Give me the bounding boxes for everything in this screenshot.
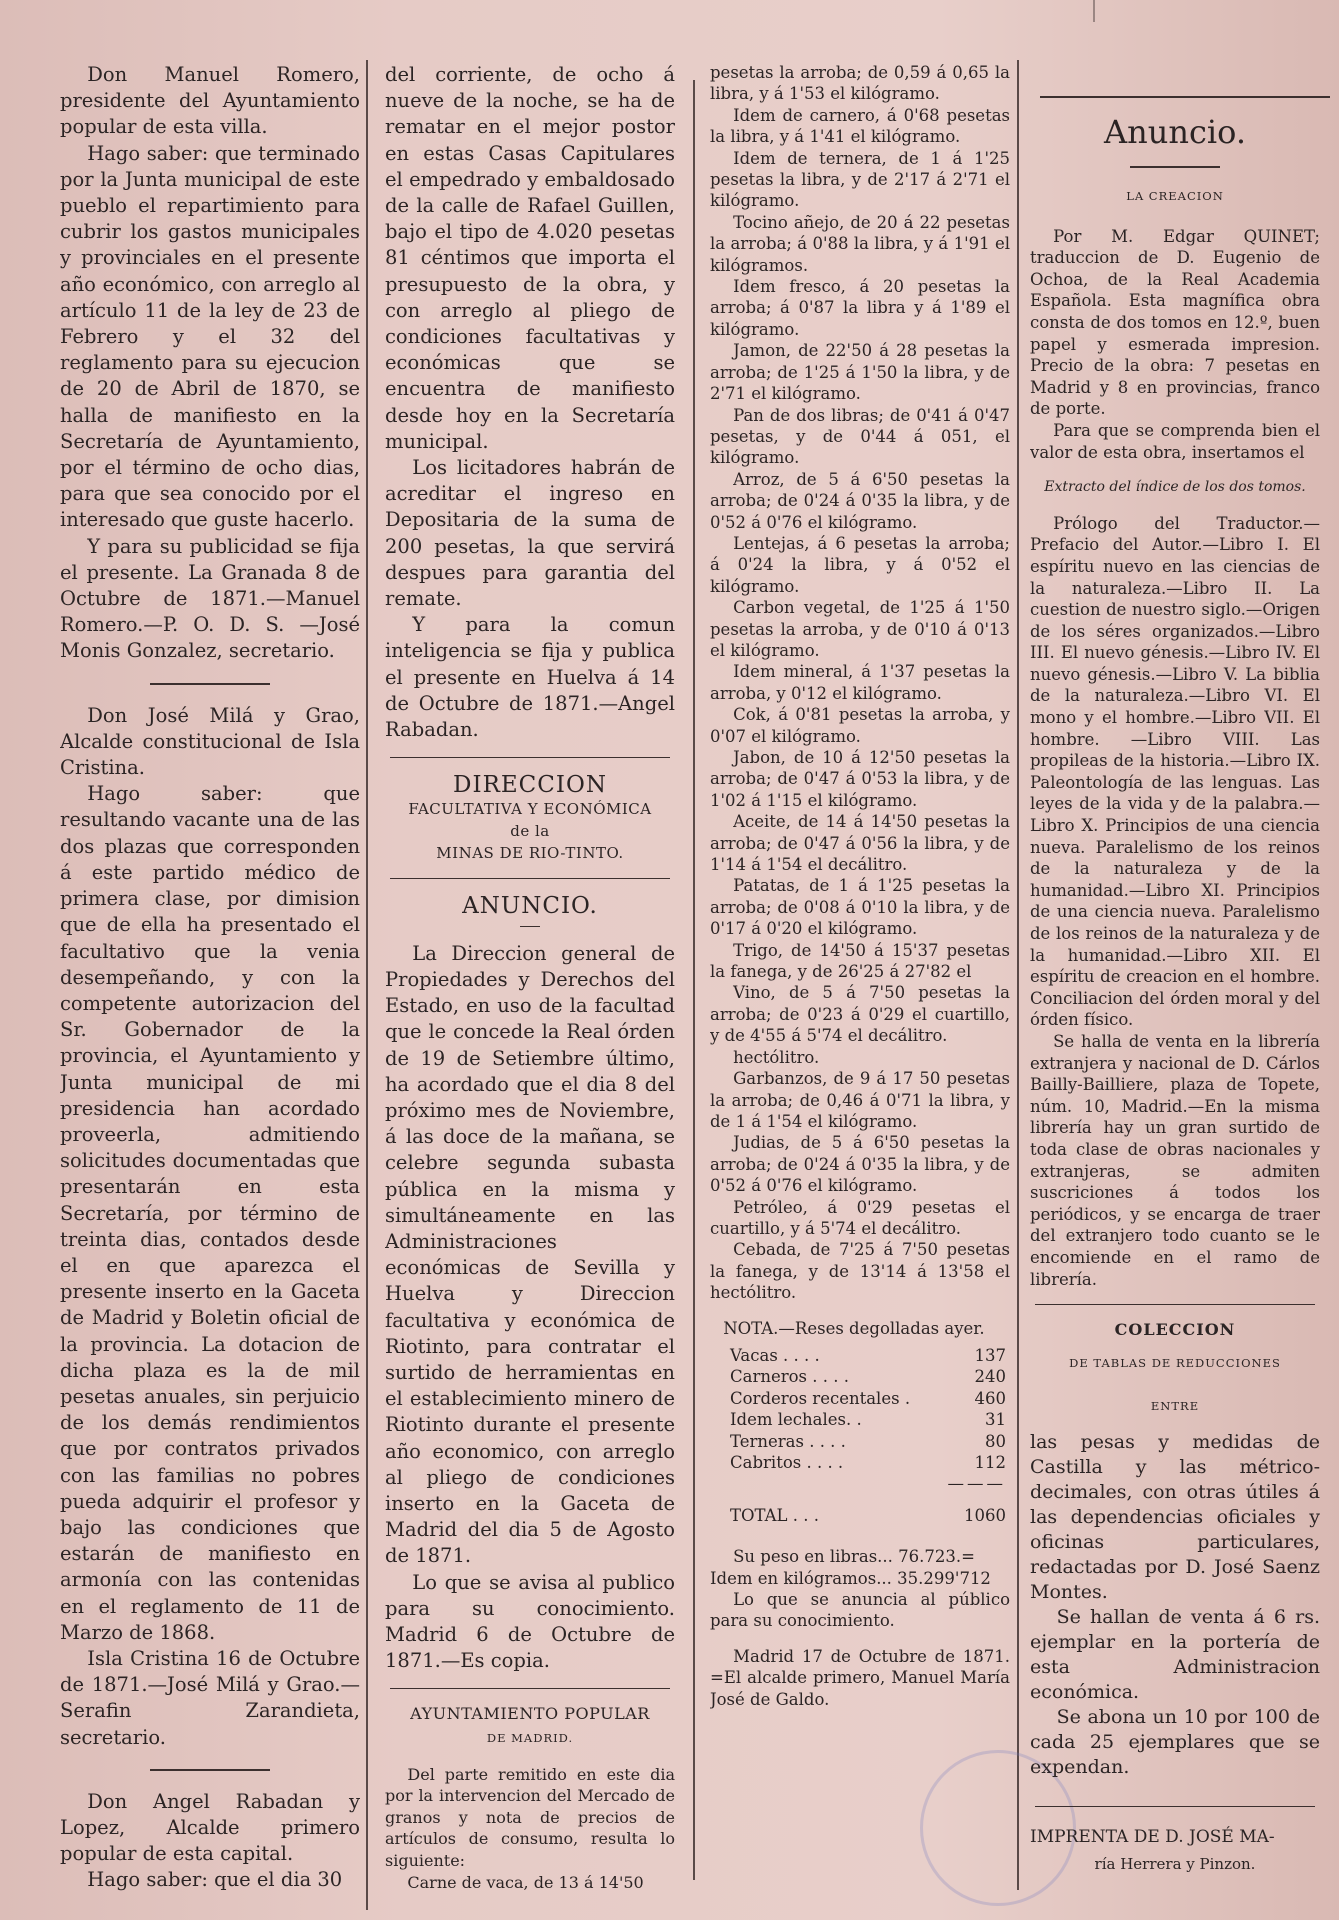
notice-rabadan-body: del corriente, de ocho á nueve de la noche, se ha de rematar en el mejor postor en estas Casas Capitulares el empedrado y embaldosado de la calle de Rafael Guillen, bajo el tipo de 4.020 pesetas 81 céntimos que importa el presupuesto de la obra, y con arreglo al pliego de condiciones facultativas y económicas que se encuentra de manifiesto desde hoy en la Secretaría municipal. xyxy=(385,63,675,453)
column-3 xyxy=(710,62,1010,1900)
tablas-heading: DE TABLAS DE REDUCCIONES xyxy=(1069,1355,1281,1370)
ayuntamiento-body: Del parte remitido en este dia por la intervencion del Mercado de granos y nota de precios de artículos de consumo, resulta lo siguiente: xyxy=(385,1764,675,1870)
price-item: Carbon vegetal, de 1'25 á 1'50 pesetas la arroba, y de 0'10 á 0'13 el kilógramo. xyxy=(710,598,1010,660)
table-row xyxy=(730,1345,1006,1366)
direccion-subheading: FACULTATIVA Y ECONÓMICA xyxy=(408,800,652,819)
price-item: Jamon, de 22'50 á 28 pesetas la arroba; de 1'25 á 1'50 la libra, y de 2'71 el kilógramo. xyxy=(710,341,1010,404)
notice-mila-signature: Isla Cristina 16 de Octubre de 1871.—José Milá y Grao.—Serafin Zarandieta, secretario. xyxy=(60,1646,360,1749)
price-item: Jabon, de 10 á 12'50 pesetas la arroba; de 0'47 á 0'53 la libra, y de 1'02 á 1'15 el kilógramo. xyxy=(710,748,1010,810)
tablas-discount: Se abona un 10 por 100 de cada 25 ejemplares que se expendan. xyxy=(1030,1705,1320,1778)
column-rule-3 xyxy=(1017,60,1019,1890)
table-row xyxy=(730,1452,1006,1473)
notice-rabadan-body-start: Hago saber: que el dia 30 xyxy=(87,1868,343,1892)
price-item: pesetas la arroba; de 0,59 á 0,65 la libra, y á 1'53 el kilógramo. xyxy=(710,63,1010,104)
column-rule-2 xyxy=(693,80,695,1880)
libreria-notice: Se halla de venta en la librería extranjera y nacional de D. Cárlos Bailly-Bailliere, plaza de Topete, núm. 10, Madrid.—En la misma librería hay un gran surtido de toda clase de obras nacionales y extranjeras, se admiten suscriciones á todos los periódicos, y se encarga de traer del extranjero todo cuanto se le encomiende en el ramo de librería. xyxy=(1030,1031,1320,1289)
anuncio-heading: ANUNCIO. xyxy=(462,893,598,920)
ayuntamiento-heading: AYUNTAMIENTO POPULAR xyxy=(410,1704,650,1724)
separator xyxy=(150,683,270,685)
notice-romero-body: Hago saber: que terminado por la Junta municipal de este pueblo el repartimiento para cubrir los gastos municipales y provinciales en el presente año económico, con arreglo al artículo 11 de la ley de 23 de Febrero y el 32 del reglamento para su ejecucion de 20 de Abril de 1870, se halla de manifiesto en la Secretaría de Ayuntamiento, por el término de ocho dias, para que sea conocido por el interesado que guste hacerlo. xyxy=(60,141,360,532)
stock-label: Vacas . . . . xyxy=(730,1345,820,1365)
anuncio-closing: Lo que se avisa al publico para su conocimiento. Madrid 6 de Octubre de 1871.—Es copia. xyxy=(385,1570,675,1673)
price-item: Tocino añejo, de 20 á 22 pesetas la arroba; á 0'88 la libra, y á 1'91 el kilógramos. xyxy=(710,212,1010,275)
price-item: Idem mineral, á 1'37 pesetas la arroba, y 0'12 el kilógramo. xyxy=(710,662,1010,703)
imprenta-line-1: IMPRENTA DE D. JOSÉ MA- xyxy=(1030,1826,1275,1847)
extracto-heading: Extracto del índice de los dos tomos. xyxy=(1044,479,1306,496)
direccion-heading: DIRECCION xyxy=(453,772,607,799)
direccion-minas: MINAS DE RIO-TINTO. xyxy=(436,844,624,863)
notice-rabadan-deposit: Los licitadores habrán de acreditar el ingreso en Depositaria de la suma de 200 pesetas, la que servirá despues para garantia del remate. xyxy=(385,456,675,611)
separator xyxy=(390,757,670,758)
price-item: Lentejas, á 6 pesetas la arroba; á 0'24 la libra, y á 0'52 el kilógramo. xyxy=(710,533,1010,596)
coleccion-heading: COLECCION xyxy=(1114,1320,1236,1340)
table-row xyxy=(730,1431,1006,1452)
notice-mila-heading: Don José Milá y Grao, Alcalde constitucional de Isla Cristina. xyxy=(60,703,360,780)
creacion-heading: LA CREACION xyxy=(1126,189,1224,203)
price-item: Aceite, de 14 á 14'50 pesetas la arroba; de 0'47 á 0'56 la libra, y de 1'14 á 1'54 el decálitro. xyxy=(710,812,1010,875)
total-dash: ——— xyxy=(947,1474,1006,1494)
price-item: Arroz, de 5 á 6'50 pesetas la arroba; de 0'24 á 0'35 la libra, y de 0'52 á 0'76 el kilógramo. xyxy=(710,469,1010,532)
notice-mila-body: Hago saber: que resultando vacante una de las dos plazas que corresponden á este partido médico de primera clase, por dimision que de ella ha presentado el facultativo que la venia desempeñando, y con la competente autorizacion del Sr. Gobernador de la provincia, el Ayuntamiento y Junta municipal de mi presidencia han acordado proveerla, admitiendo solicitudes documentadas que presentarán en esta Secretaría, por término de treinta dias, contados desde el en que aparezca el presente inserto en la Gaceta de Madrid y Boletin oficial de la provincia. La dotacion de dicha plaza es la de mil pesetas anuales, sin perjuicio de los demás rendimientos que por contratos privados con las familias no pobres pueda adquirir el profesor y bajo las condiciones que estarán de manifiesto en armonía con las contenidas en el reglamento de 11 de Marzo de 1868. xyxy=(60,782,360,1644)
stock-value: 137 xyxy=(974,1345,1006,1365)
separator xyxy=(150,1769,270,1771)
direccion-de-la: de la xyxy=(510,822,550,841)
table-row xyxy=(730,1366,1006,1387)
anuncio-title: Anuncio. xyxy=(1104,113,1246,151)
stock-label: Cabritos . . . . xyxy=(730,1453,844,1472)
total-value: 1060 xyxy=(964,1505,1006,1525)
anuncio-body: La Direccion general de Propiedades y Derechos del Estado, en uso de la facultad que le concede la Real órden de 19 de Setiembre último, ha acordado que el dia 8 del próximo mes de Noviembre, á las doce de la mañana, se celebre segunda subasta pública en la misma y simultáneamente en las Administraciones económicas de Sevilla y Huelva y Direccion facultativa y económica de Riotinto, para contratar el surtido de herramientas en el establecimiento minero de Riotinto durante el presente año economico, con arreglo al pliego de condiciones inserto en la Gaceta de Madrid del dia 5 de Agosto de 1871. xyxy=(385,941,675,1568)
separator xyxy=(1035,1806,1315,1807)
table-row xyxy=(730,1388,1006,1409)
price-item: Cok, á 0'81 pesetas la arroba, y 0'07 el kilógramo. xyxy=(710,705,1010,746)
price-item: Petróleo, á 0'29 pesetas el cuartillo, y á 5'74 el decálitro. xyxy=(710,1197,1010,1238)
separator xyxy=(1035,1304,1315,1305)
stock-value: 31 xyxy=(985,1410,1006,1430)
total-label: TOTAL . . . xyxy=(730,1505,819,1525)
entre-heading: ENTRE xyxy=(1150,1399,1200,1414)
stock-label: Idem lechales. . xyxy=(730,1410,862,1430)
column-2 xyxy=(385,62,675,1900)
price-item: Idem fresco, á 20 pesetas la arroba; á 0'87 la libra y á 1'89 el kilógramo. xyxy=(710,277,1010,339)
separator xyxy=(390,1688,670,1689)
stock-value: 240 xyxy=(974,1367,1006,1387)
stock-label: Corderos recentales . xyxy=(730,1388,911,1408)
page-mark xyxy=(1093,0,1095,22)
creacion-description: Por M. Edgar QUINET; traduccion de D. Eugenio de Ochoa, de la Real Academia Española. Esta magnífica obra consta de dos tomos en 12.º, buen papel y esmerada impresion. Precio de la obra: 7 pesetas en Madrid y 8 en provincias, franco de porte. xyxy=(1030,226,1320,419)
tablas-sale: Se hallan de venta á 6 rs. ejemplar en la portería de esta Administracion económica. xyxy=(1030,1605,1320,1703)
imprenta-line-2: ría Herrera y Pinzon. xyxy=(1094,1855,1256,1874)
nota-heading: NOTA.—Reses degolladas ayer. xyxy=(723,1318,985,1338)
column-4 xyxy=(1030,62,1320,1900)
weight-kilograms: Idem en kilógramos... 35.299'712 xyxy=(710,1568,991,1588)
ayuntamiento-carne: Carne de vaca, de 13 á 14'50 xyxy=(407,1872,644,1892)
extracto-contents: Prólogo del Traductor.—Prefacio del Autor.—Libro I. El espíritu nuevo en las ciencias de la naturaleza.—Libro II. La cuestion de nuestro siglo.—Origen de los séres organizados.—Libro III. El nuevo génesis.—Libro IV. El nuevo génesis.—Libro V. La biblia de la naturaleza.—Libro VI. El mono y el hombre.—Libro VII. El hombre. —Libro VIII. Las propileas de la historia.—Libro IX. Paleontología de las lenguas. Las leyes de la vida y de la palabra.—Libro X. Principios de una ciencia nueva. Paralelismo de los reinos de la naturaleza y de la humanidad.—Libro XI. Principios de una ciencia nueva. Paralelismo de los reinos de la naturaleza y de la humanidad.—Libro XII. El espíritu de creacion en el hombre. Conciliacion del órden moral y del órden físico. xyxy=(1030,513,1320,1030)
column-1 xyxy=(60,62,360,1900)
column-rule-1 xyxy=(366,60,368,1910)
separator xyxy=(1130,166,1220,168)
stock-label: Terneras . . . . xyxy=(730,1431,846,1451)
stock-value: 112 xyxy=(974,1453,1006,1472)
weight-pounds: Su peso en libras... 76.723.= xyxy=(733,1547,975,1567)
notice-romero-signature: Y para su publicidad se fija el presente. La Granada 8 de Octubre de 1871.—Manuel Romero.—P. O. D. S. —José Monis Gonzalez, secretario. xyxy=(60,534,360,663)
price-list xyxy=(710,62,1010,1304)
notice-rabadan-signature: Y para la comun inteligencia se fija y publica el presente en Huelva á 14 de Octubre de 1871.—Angel Rabadan. xyxy=(385,613,675,742)
slaughter-table xyxy=(730,1345,1006,1526)
price-item: Judias, de 5 á 6'50 pesetas la arroba; de 0'24 á 0'35 la libra, y de 0'52 á 0'76 el kilógramo. xyxy=(710,1133,1010,1196)
price-item: Patatas, de 1 á 1'25 pesetas la arroba; de 0'08 á 0'10 la libra, y de 0'17 á 0'20 el kilógramo. xyxy=(710,876,1010,939)
creacion-intro: Para que se comprenda bien el valor de esta obra, insertamos el xyxy=(1030,420,1320,462)
price-item: hectólitro. xyxy=(733,1047,820,1067)
separator xyxy=(520,926,540,927)
price-item: Idem de carnero, á 0'68 pesetas la libra, y á 1'41 el kilógramo. xyxy=(710,105,1010,147)
price-item: Pan de dos libras; de 0'41 á 0'47 pesetas, y de 0'44 á 051, el kilógramo. xyxy=(710,405,1010,468)
stock-value: 460 xyxy=(974,1388,1006,1408)
table-row xyxy=(730,1409,1006,1430)
price-signature: Madrid 17 de Octubre de 1871. =El alcalde primero, Manuel María José de Galdo. xyxy=(710,1646,1010,1709)
notice-rabadan-heading: Don Angel Rabadan y Lopez, Alcalde primero popular de esta capital. xyxy=(60,1789,360,1866)
price-item: Idem de ternera, de 1 á 1'25 pesetas la libra, y de 2'17 á 2'71 el kilógramo. xyxy=(710,148,1010,211)
ayuntamiento-subheading: DE MADRID. xyxy=(486,1731,574,1746)
notice-romero-heading: Don Manuel Romero, presidente del Ayuntamiento popular de esta villa. xyxy=(60,63,360,139)
separator xyxy=(390,878,670,879)
price-item: Garbanzos, de 9 á 17 50 pesetas la arroba; de 0,46 á 0'71 la libra, y de 1 á 1'54 el kilógramo. xyxy=(710,1069,1010,1131)
stock-label: Carneros . . . . xyxy=(730,1367,849,1387)
price-item: Trigo, de 14'50 á 15'37 pesetas la fanega, y de 26'25 á 27'82 el xyxy=(710,940,1010,982)
price-item: Vino, de 5 á 7'50 pesetas la arroba; de 0'23 á 0'29 el cuartillo, y de 4'55 á 5'74 el decálitro. xyxy=(710,983,1010,1046)
price-item: Cebada, de 7'25 á 7'50 pesetas la fanega, y de 13'14 á 13'58 el hectólitro. xyxy=(710,1240,1010,1303)
price-closing: Lo que se anuncia al público para su conocimiento. xyxy=(710,1590,1010,1631)
tablas-description: las pesas y medidas de Castilla y las métrico-decimales, con otras útiles á las dependencias oficiales y oficinas particulares, redactadas por D. José Saenz Montes. xyxy=(1030,1430,1320,1603)
stock-value: 80 xyxy=(985,1431,1006,1451)
